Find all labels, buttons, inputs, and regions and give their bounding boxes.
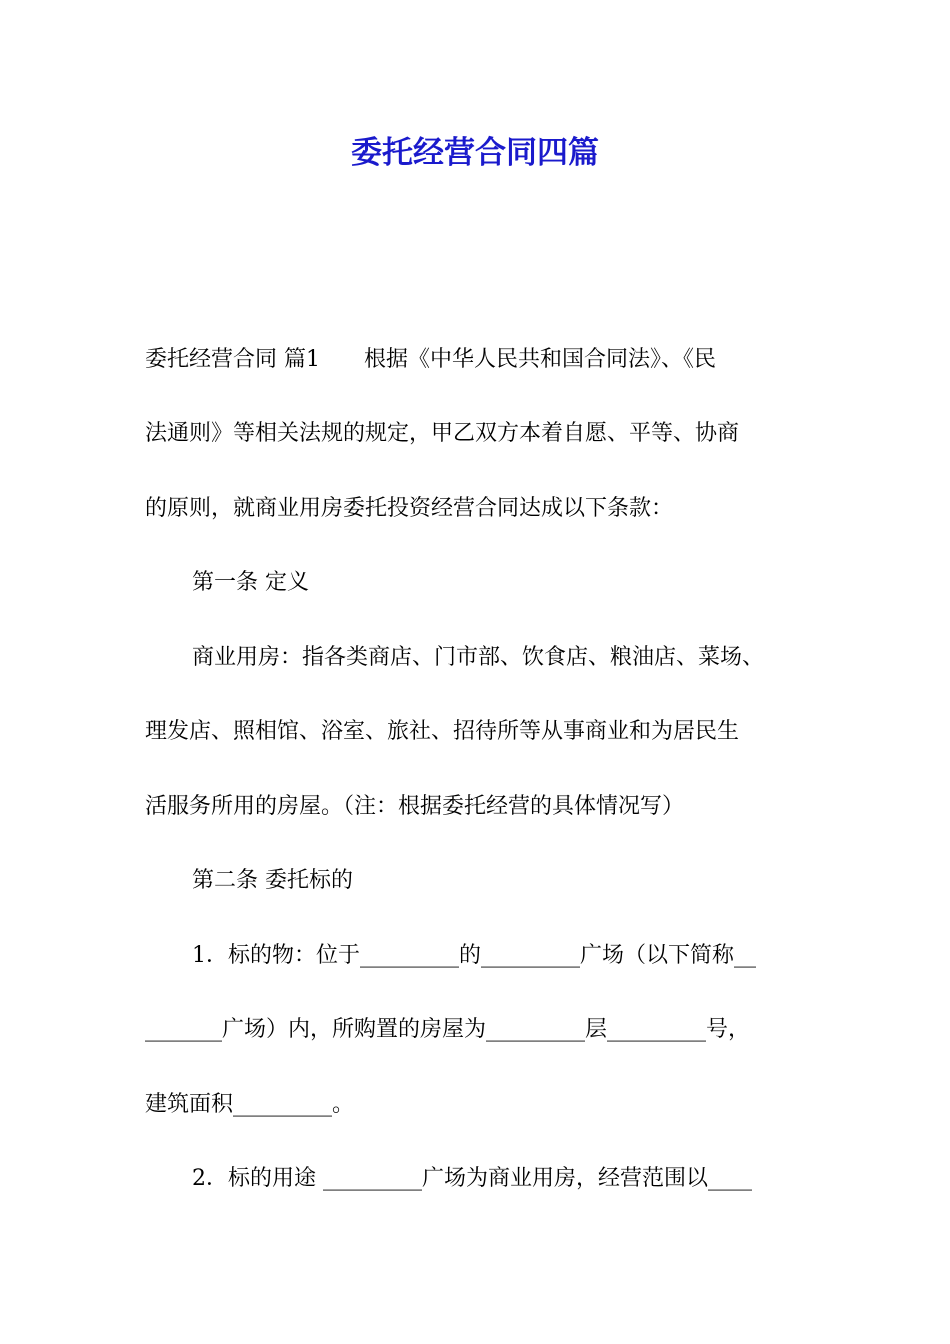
paragraph-line: 理发店、照相馆、浴室、旅社、招待所等从事商业和为居民生 [145,719,740,744]
paragraph-line: 的原则，就商业用房委托投资经营合同达成以下条款： [145,496,674,521]
article-heading: 第二条 委托标的 [192,868,353,893]
paragraph-line: 委托经营合同 篇1 根据《中华人民共和国合同法》、《民 [145,347,716,372]
article-heading: 第一条 定义 [192,570,309,595]
paragraph-line: _______广场）内，所购置的房屋为_________层_________号， [145,1017,751,1042]
paragraph-line: 法通则》等相关法规的规定，甲乙双方本着自愿、平等、协商 [145,421,740,446]
document-title: 委托经营合同四篇 [351,135,599,171]
paragraph-line: 1．标的物：位于_________的_________广场（以下简称__ [192,943,756,968]
paragraph-line: 建筑面积_________。 [145,1092,355,1117]
paragraph-line: 2．标的用途 _________广场为商业用房，经营范围以____ [192,1166,752,1191]
paragraph-line: 商业用房：指各类商店、门市部、饮食店、粮油店、菜场、 [192,645,765,670]
paragraph-line: 活服务所用的房屋。（注：根据委托经营的具体情况写） [145,794,685,819]
